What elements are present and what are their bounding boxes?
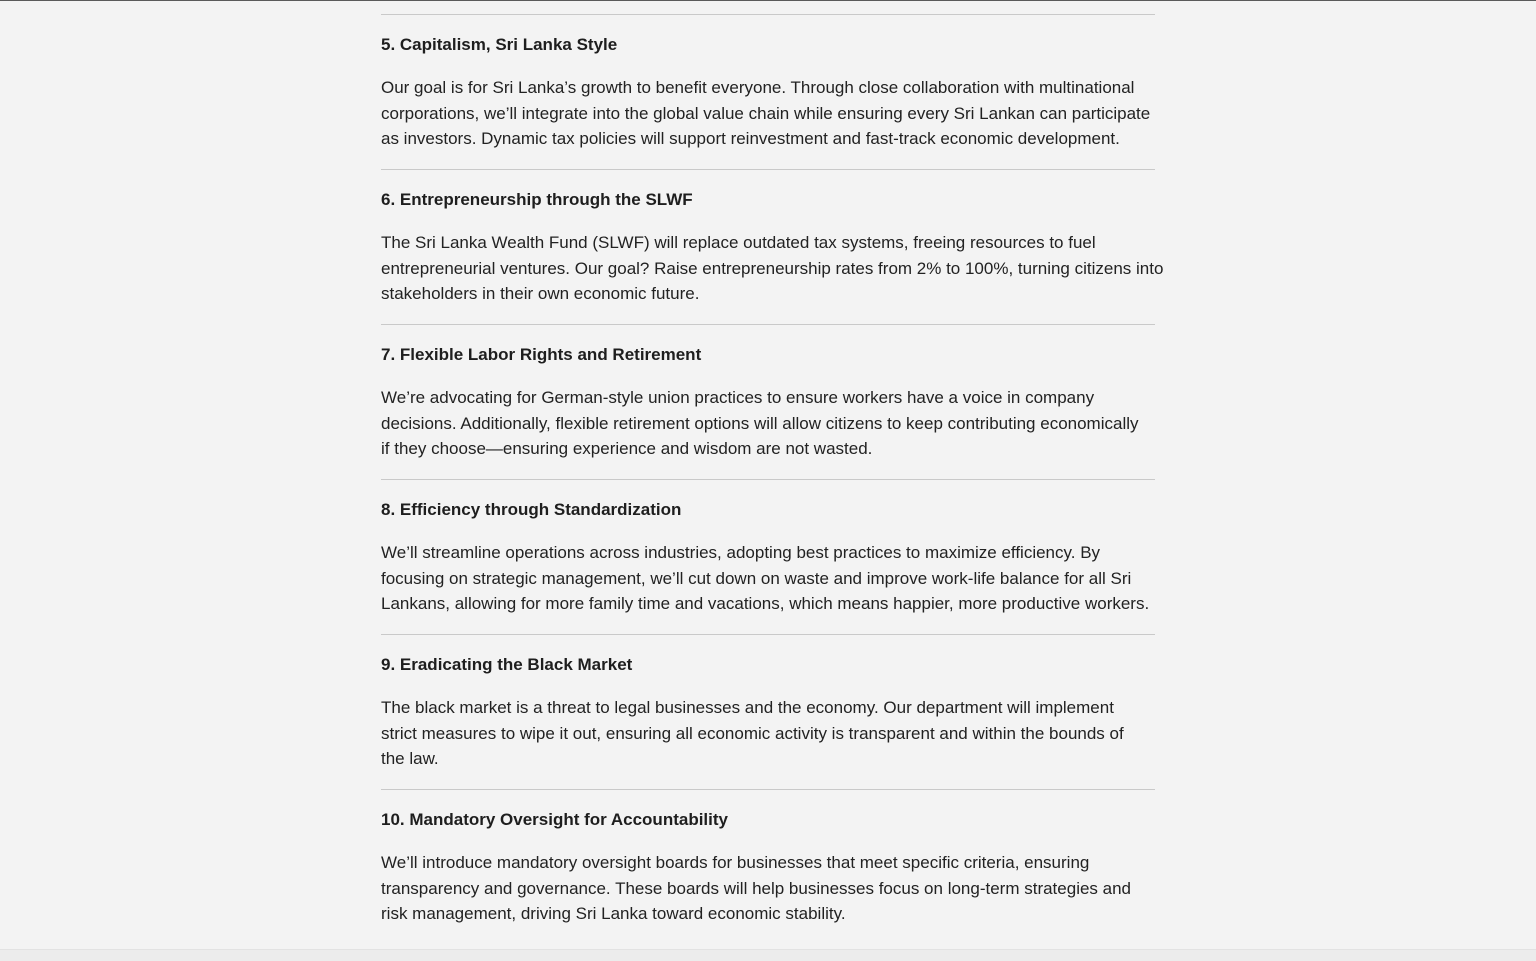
section-heading: 6. Entrepreneurship through the SLWF — [381, 190, 693, 209]
policy-section — [381, 14, 1155, 169]
paragraph-line: strict measures to wipe it out, ensuring all economic activity is transparent and within the bounds of — [381, 723, 1124, 743]
section-paragraph — [381, 695, 1155, 772]
policy-section — [381, 634, 1155, 789]
paragraph-line: Lankans, allowing for more family time and vacations, which means happier, more productive workers. — [381, 594, 1150, 613]
policy-section — [381, 169, 1164, 324]
page-bottom-border — [0, 949, 1536, 961]
section-paragraph — [381, 540, 1155, 617]
policy-list — [381, 14, 1164, 944]
paragraph-line: focusing on strategic management, we’ll cut down on waste and improve work-life balance for all Sri — [381, 568, 1132, 588]
paragraph-line: risk management, driving Sri Lanka toward economic stability. — [381, 904, 846, 923]
paragraph-line: stakeholders in their own economic future. — [381, 284, 700, 303]
paragraph-line: as investors. Dynamic tax policies will support reinvestment and fast-track economic development. — [381, 129, 1120, 148]
paragraph-line: entrepreneurial ventures. Our goal? Raise entrepreneurship rates from 2% to 100%, turning citizens into — [381, 258, 1164, 278]
section-heading: 7. Flexible Labor Rights and Retirement — [381, 345, 702, 364]
section-heading: 8. Efficiency through Standardization — [381, 500, 682, 519]
section-paragraph — [381, 385, 1155, 462]
section-paragraph — [381, 850, 1155, 927]
paragraph-line: the law. — [381, 749, 439, 768]
paragraph-line: transparency and governance. These boards will help businesses focus on long-term strategies and — [381, 878, 1132, 898]
paragraph-line: if they choose—ensuring experience and wisdom are not wasted. — [381, 439, 873, 458]
section-heading: 5. Capitalism, Sri Lanka Style — [381, 35, 618, 54]
paragraph-line: corporations, we’ll integrate into the global value chain while ensuring every Sri Lankan can participate — [381, 103, 1151, 123]
policy-section — [381, 324, 1155, 479]
policy-section — [381, 479, 1155, 634]
paragraph-line: decisions. Additionally, flexible retirement options will allow citizens to keep contributing economically — [381, 413, 1139, 433]
section-heading: 9. Eradicating the Black Market — [381, 655, 633, 674]
section-heading: 10. Mandatory Oversight for Accountability — [381, 810, 728, 829]
section-paragraph — [381, 230, 1164, 307]
paragraph-line: We’ll streamline operations across industries, adopting best practices to maximize efficiency. By — [381, 543, 1101, 562]
section-paragraph — [381, 75, 1155, 152]
policy-section — [381, 789, 1155, 944]
paragraph-line: We’re advocating for German-style union practices to ensure workers have a voice in company — [381, 388, 1095, 407]
paragraph-line: Our goal is for Sri Lanka’s growth to benefit everyone. Through close collaboration with multinational — [381, 78, 1135, 97]
window-top-border — [0, 0, 1536, 1]
paragraph-line: The Sri Lanka Wealth Fund (SLWF) will replace outdated tax systems, freeing resources to fuel — [381, 233, 1096, 252]
paragraph-line: We’ll introduce mandatory oversight boards for businesses that meet specific criteria, ensuring — [381, 853, 1090, 872]
paragraph-line: The black market is a threat to legal businesses and the economy. Our department will implement — [381, 698, 1114, 717]
